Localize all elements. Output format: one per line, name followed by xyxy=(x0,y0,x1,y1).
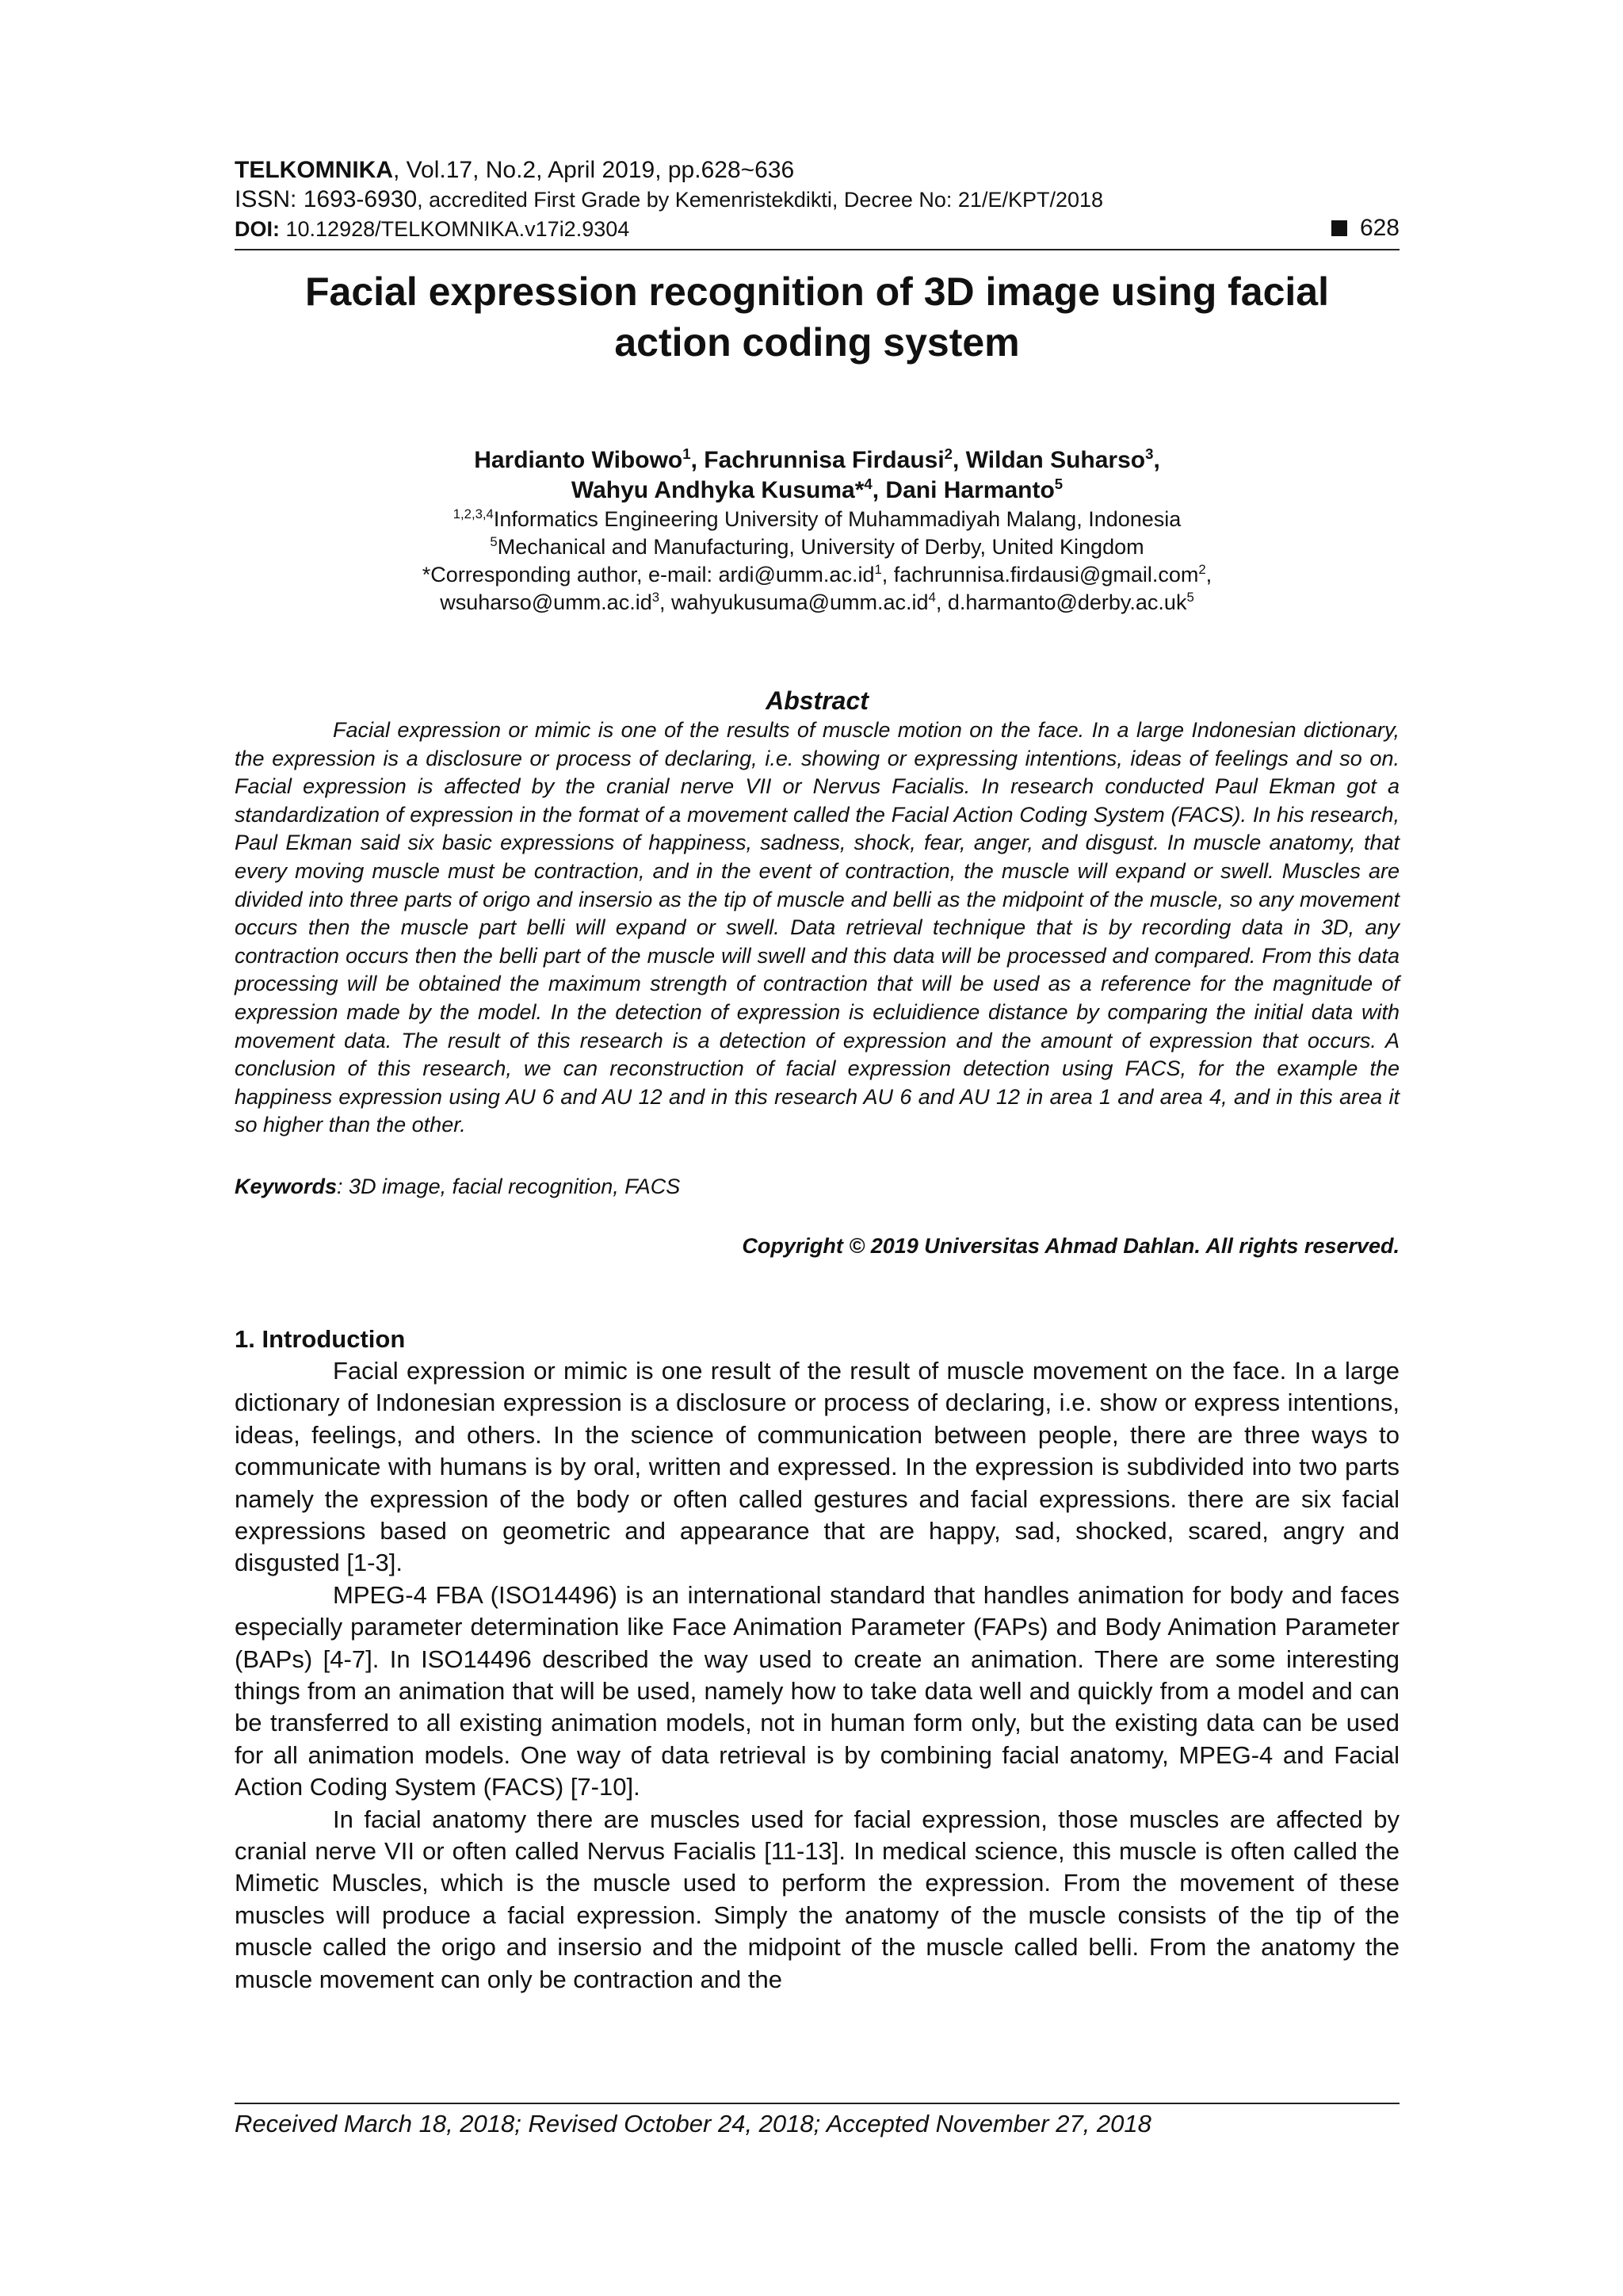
section-heading-introduction: 1. Introduction xyxy=(235,1324,406,1353)
page-number-block xyxy=(1331,215,1400,242)
author-superscript: 4 xyxy=(864,476,873,492)
email-superscript: 5 xyxy=(1186,590,1194,605)
copyright-notice: Copyright © 2019 Universitas Ahmad Dahlan. All rights reserved. xyxy=(742,1233,1400,1258)
author-superscript: 1 xyxy=(682,445,691,462)
corresponding-email[interactable]: *Corresponding author, e-mail: ardi@umm.ac.id xyxy=(422,563,875,586)
received-dates: Received March 18, 2018; Revised October 24, 2018; Accepted November 27, 2018 xyxy=(235,2110,1151,2137)
issn-line xyxy=(235,185,1400,215)
author-emails xyxy=(235,589,1400,617)
affiliation-1 xyxy=(235,506,1400,533)
journal-header xyxy=(235,155,1400,250)
affiliation-superscript: 1,2,3,4 xyxy=(453,506,494,521)
doi-row xyxy=(235,215,1400,244)
corresponding-author xyxy=(235,561,1400,589)
email-separator: , xyxy=(1205,563,1212,586)
author-line-2 xyxy=(235,476,1400,506)
affiliation-2 xyxy=(235,533,1400,561)
email-superscript: 4 xyxy=(928,590,936,605)
author-superscript: 2 xyxy=(944,445,953,462)
intro-paragraph-2: MPEG-4 FBA (ISO14496) is an international standard that handles animation for body and faces especially parameter determination like Face Animation Parameter (FAPs) and Body Animation Parameter (BAPs) [4-7]. In ISO14496 described the way used to create an animation. There are some interesting things from an animation that will be used, namely how to take data well and quickly from a model and can be transferred to all existing animation models, not in human form only, but the existing data can be used for all animation models. One way of data retrieval is by combining facial anatomy, MPEG-4 and Facial Action Coding System (FACS) [7-10]. xyxy=(235,1580,1400,1801)
header-divider xyxy=(235,249,1400,250)
affiliation-superscript: 5 xyxy=(490,534,498,549)
keywords-label: Keywords xyxy=(235,1174,338,1198)
author-name: , Fachrunnisa Firdausi xyxy=(690,447,945,473)
email-superscript: 3 xyxy=(651,590,660,605)
author-superscript: 5 xyxy=(1054,476,1064,492)
email-superscript: 2 xyxy=(1198,562,1206,577)
author-separator: , xyxy=(1153,447,1160,473)
author-email[interactable]: , wahyukusuma@umm.ac.id xyxy=(659,590,929,614)
author-email[interactable]: , d.harmanto@derby.ac.uk xyxy=(935,590,1187,614)
page-number: 628 xyxy=(1359,215,1400,241)
abstract-text: Facial expression or mimic is one of the results of muscle motion on the face. In a large Indonesian dictionary, the expression is a disclosure or process of declaring, i.e. showing or expressing intentions, ideas of feelings and so on. Facial expression is affected by the cranial nerve VII or Nervus Facialis. In research conducted Paul Ekman got a standardization of expression in the format of a movement called the Facial Action Coding System (FACS). In his research, Paul Ekman said six basic expressions of happiness, sadness, shock, fear, anger, and disgust. In muscle anatomy, that every moving muscle must be contraction, and in the event of contraction, the muscle will expand or swell. Muscles are divided into three parts of origo and insersio as the tip of muscle and belli as the midpoint of the muscle, so any movement occurs then the muscle part belli will expand or swell. Data retrieval technique that is by recording data in 3D, any contraction occurs then the belli part of the muscle will swell and this data will be processed and compared. From this data processing will be obtained the maximum strength of contraction that will be used as a reference for the magnitude of expression made by the model. In the detection of expression is ecluidience distance by comparing the initial data with movement data. The result of this research is a detection of expression and the amount of expression that occurs. A conclusion of this research, we can reconstruction of facial expression detection using FACS, for the example the happiness expression using AU 6 and AU 12 and in this research AU 6 and AU 12 in area 1 and area 4, and in this area it so higher than the other. xyxy=(235,718,1400,1137)
journal-volume-info: , Vol.17, No.2, April 2019, pp.628~636 xyxy=(392,157,795,183)
paper-page xyxy=(235,155,1400,1996)
issn-label: ISSN: 1693-6930 xyxy=(235,186,418,212)
author-name: Hardianto Wibowo xyxy=(474,447,683,473)
author-name: Wahyu Andhyka Kusuma* xyxy=(571,477,865,503)
footer-divider xyxy=(235,2103,1400,2104)
affiliation-text: Mechanical and Manufacturing, University of Derby, United Kingdom xyxy=(497,535,1144,559)
affiliation-text: Informatics Engineering University of Muhammadiyah Malang, Indonesia xyxy=(493,507,1182,531)
paper-title: Facial expression recognition of 3D image using facial action coding system xyxy=(304,269,1330,365)
author-email[interactable]: , fachrunnisa.firdausi@gmail.com xyxy=(881,563,1199,586)
author-line-1 xyxy=(235,445,1400,476)
doi-label: DOI: xyxy=(235,217,280,241)
affiliations xyxy=(235,506,1400,617)
author-list xyxy=(235,445,1400,506)
keywords-text: : 3D image, facial recognition, FACS xyxy=(337,1174,681,1198)
email-superscript: 1 xyxy=(874,562,882,577)
author-name: , Dani Harmanto xyxy=(872,477,1055,503)
journal-name: TELKOMNIKA xyxy=(235,157,393,183)
issn-accreditation: , accredited First Grade by Kemenristekdikti, Decree No: 21/E/KPT/2018 xyxy=(417,188,1104,212)
author-name: , Wildan Suharso xyxy=(953,447,1146,473)
author-superscript: 3 xyxy=(1145,445,1154,462)
author-email[interactable]: wsuharso@umm.ac.id xyxy=(440,590,652,614)
intro-paragraph-1: Facial expression or mimic is one result of the result of muscle movement on the face. In a large dictionary of Indonesian expression is a disclosure or process of declaring, i.e. show or express intentions, ideas, feelings, and others. In the science of communication between people, there are three ways to communicate with humans is by oral, written and expressed. In the expression is subdivided into two parts namely the expression of the body or often called gestures and facial expressions. there are six facial expressions based on geometric and appearance that are happy, sad, shocked, scared, angry and disgusted [1-3]. xyxy=(235,1356,1400,1577)
keywords xyxy=(235,1173,1400,1201)
square-bullet-icon xyxy=(1331,220,1347,236)
abstract-heading: Abstract xyxy=(766,686,869,715)
intro-paragraph-3: In facial anatomy there are muscles used for facial expression, those muscles are affected by cranial nerve VII or often called Nervus Facialis [11-13]. In medical science, this muscle is often called the Mimetic Muscles, which is the muscle used to perform the expression. From the movement of these muscles will produce a facial expression. Simply the anatomy of the muscle consists of the tip of the muscle called the origo and insersio and the midpoint of the muscle called belli. From the anatomy the muscle movement can only be contraction and the xyxy=(235,1805,1400,1993)
journal-citation xyxy=(235,155,1400,185)
doi-value[interactable]: 10.12928/TELKOMNIKA.v17i2.9304 xyxy=(280,217,630,241)
doi-line xyxy=(235,215,629,244)
